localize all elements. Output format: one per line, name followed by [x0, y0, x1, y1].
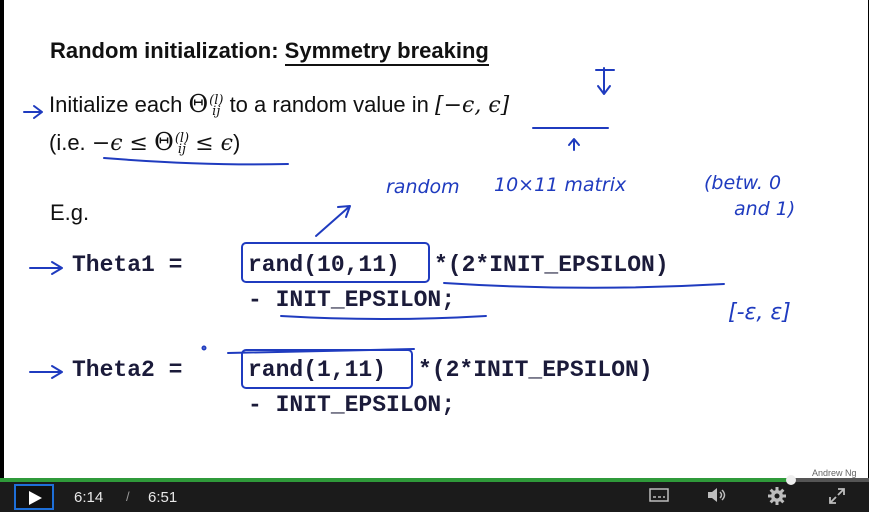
theta1-underline [444, 283, 724, 288]
duration: 6:51 [148, 489, 178, 506]
ie-open: (i.e. [49, 130, 86, 155]
theta-subscript-2: ij [177, 142, 187, 158]
theta2-rand: rand(1,11) [248, 357, 387, 383]
theta-symbol-2: Θ [154, 128, 174, 156]
fullscreen-icon[interactable] [828, 487, 846, 505]
theta1-rand-box [242, 243, 429, 282]
volume-icon[interactable] [706, 487, 728, 503]
handwriting-annotations [4, 0, 868, 478]
example-label: E.g. [50, 200, 90, 225]
title-emphasis: Symmetry breaking [285, 38, 489, 66]
theta-symbol: Θ [188, 90, 209, 118]
note-and: and 1) [734, 198, 796, 220]
theta2-rest: *(2*INIT_EPSILON) [418, 357, 653, 383]
progress-bar[interactable] [0, 478, 869, 482]
theta2-lhs: Theta2 = [72, 357, 183, 383]
video-player-controls [0, 478, 869, 512]
note-range: [-ε, ε] [728, 300, 791, 325]
lecture-slide [4, 0, 868, 478]
theta-subscript: ij [212, 104, 221, 120]
init-middle: to a random value in [229, 92, 429, 117]
current-time: 6:14 [74, 489, 104, 506]
theta-superscript-2: (l) [174, 131, 190, 147]
note-matrix: 10×11 matrix [494, 174, 627, 196]
leq-eps: ≤ ϵ [195, 131, 233, 156]
arrow-theta2-icon [30, 366, 62, 378]
arrow-line1-icon [24, 106, 42, 118]
theta2-continuation: - INIT_EPSILON; [248, 392, 456, 418]
theta-superscript: (l) [209, 93, 224, 109]
theta1-rand: rand(10,11) [248, 252, 400, 278]
settings-icon[interactable] [768, 487, 786, 505]
scrub-handle[interactable] [786, 475, 796, 485]
note-random: random [386, 176, 460, 198]
progress-fill [0, 478, 791, 482]
author-credit: Andrew Ng [812, 468, 857, 478]
theta1-continuation: - INIT_EPSILON; [248, 287, 456, 313]
time-separator: / [126, 489, 130, 504]
arrow-up-interval-icon [569, 139, 579, 150]
title-plain: Random initialization: [50, 38, 285, 63]
play-icon [27, 490, 43, 506]
theta1-rest: *(2*INIT_EPSILON) [434, 252, 669, 278]
init-prefix: Initialize each [49, 92, 183, 117]
arrow-theta1-icon [30, 262, 62, 274]
neg-eps: −ϵ ≤ [91, 131, 148, 156]
captions-icon[interactable] [649, 487, 669, 503]
arrow-down-interval-icon [596, 68, 614, 94]
interval: [−ϵ, ϵ] [435, 93, 510, 118]
pen-dot [203, 347, 206, 350]
theta1-cont-underline [281, 316, 486, 319]
arrow-to-note-icon [316, 206, 350, 236]
theta2-rand-box [242, 350, 412, 388]
ie-close: ) [233, 130, 241, 155]
play-button[interactable] [14, 484, 54, 510]
range-underline [104, 158, 288, 164]
theta1-lhs: Theta1 = [72, 252, 183, 278]
note-between: (betw. 0 [704, 172, 782, 194]
